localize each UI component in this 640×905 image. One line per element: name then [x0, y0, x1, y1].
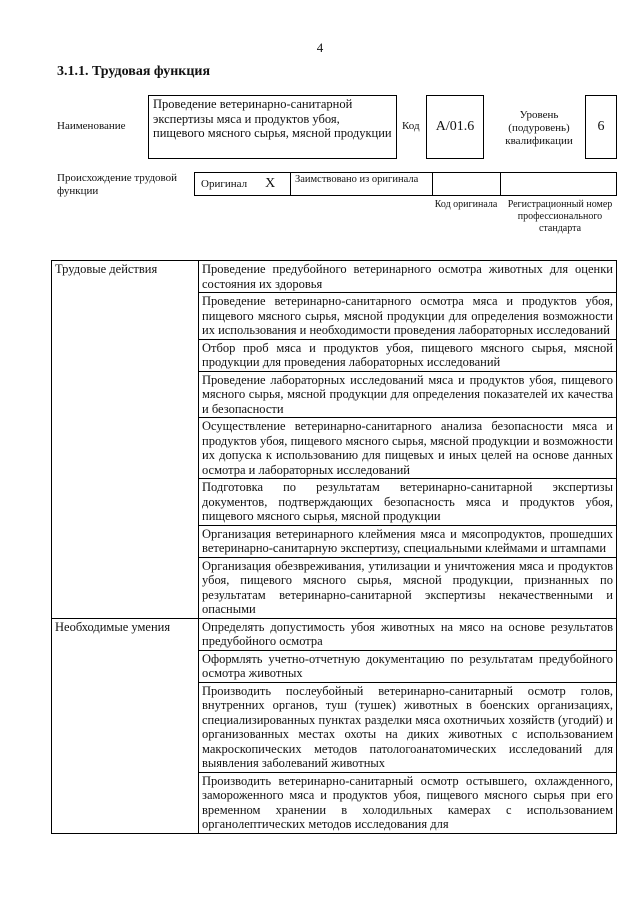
- original-label: Оригинал: [201, 177, 248, 190]
- level-label: Уровень (подуровень) квалификации: [505, 109, 573, 147]
- table-cell: Подготовка по результатам ветеринарно-санитарной экспертизы документов, подтверждающих безопасность мяса и продуктов убоя, пищевого мясного сырья, мясной продукции: [199, 479, 617, 526]
- level-value-box: 6: [585, 95, 617, 159]
- table-cell: Осуществление ветеринарно-санитарного анализа безопасности мяса и продуктов убоя, пищевого мясного сырья, мясной продукции и возможности их допуска к использованию для пищевых и иных целей на основе данных осмотра и лабораторных исследований: [199, 418, 617, 479]
- function-name-box: Проведение ветеринарно-санитарной экспертизы мяса и продуктов убоя, пищевого мясного сырья, мясной продукции: [148, 95, 397, 159]
- table-cell: Проведение ветеринарно-санитарного осмотра мяса и продуктов убоя, пищевого мясного сырья, мясной продукции для определения возможности их использования и необходимости проведения лабораторных исследований: [199, 293, 617, 340]
- original-mark: X: [265, 176, 276, 191]
- section-title-actions: Трудовые действия: [52, 261, 199, 619]
- borrowed-cell: [291, 173, 433, 195]
- table-cell: Организация обезвреживания, утилизации и уничтожения мяса и продуктов убоя, пищевого мясного сырья, мясной продукции, признанных по результатам ветеринарно-санитарной экспертизы некачественными и опасными: [199, 557, 617, 618]
- reg-number-label: Регистрационный номер профессионального стандарта: [507, 199, 613, 234]
- name-label: Наименование: [57, 120, 126, 132]
- code-original-cell: [433, 173, 501, 195]
- original-cell: [195, 173, 291, 195]
- origin-row: [194, 172, 617, 196]
- table-cell: Организация ветеринарного клеймения мяса и мясопродуктов, прошедших ветеринарно-санитарную экспертизу, специальными клеймами и штампами: [199, 525, 617, 557]
- origin-label: Происхождение трудовой функции: [57, 172, 178, 197]
- table-cell: Отбор проб мяса и продуктов убоя, пищевого мясного сырья, мясной продукции для проведения лабораторных исследований: [199, 339, 617, 371]
- table-cell: Проведение лабораторных исследований мяса и продуктов убоя, пищевого мясного сырья, мясной продукции для определения показателей их качества и безопасности: [199, 371, 617, 418]
- section-heading: 3.1.1. Трудовая функция: [57, 64, 211, 79]
- section-title-skills: Необходимые умения: [52, 618, 199, 833]
- table-cell: Производить ветеринарно-санитарный осмотр остывшего, охлажденного, замороженного мяса и продуктов убоя, пищевого мясного сырья при его временном хранении в холодильных камерах с использованием органолептических методов исследования для: [199, 772, 617, 833]
- table-cell: Проведение предубойного ветеринарного осмотра животных для оценки состояния их здоровья: [199, 261, 617, 293]
- table-cell: Оформлять учетно-отчетную документацию по результатам предубойного осмотра животных: [199, 650, 617, 682]
- reg-number-cell: [501, 173, 616, 195]
- table-cell: Производить послеубойный ветеринарно-санитарный осмотр голов, внутренних органов, туш (тушек) животных в боенских организациях, специализированных пунктах разделки мяса охотничьих хозяйств (угодий) и организованных местах охоты на диких животных с использованием макроскопических методов патологоанатомических исследований для выявления заболеваний животных: [199, 682, 617, 772]
- table-cell: Определять допустимость убоя животных на мясо на основе результатов предубойного осмотра: [199, 618, 617, 650]
- borrowed-label: Заимствовано из оригинала: [295, 174, 419, 185]
- page-number: 4: [316, 40, 324, 55]
- code-original-label: Код оригинала: [434, 199, 498, 210]
- code-value-box: A/01.6: [426, 95, 484, 159]
- function-table: [51, 260, 617, 834]
- code-label: Код: [402, 120, 420, 132]
